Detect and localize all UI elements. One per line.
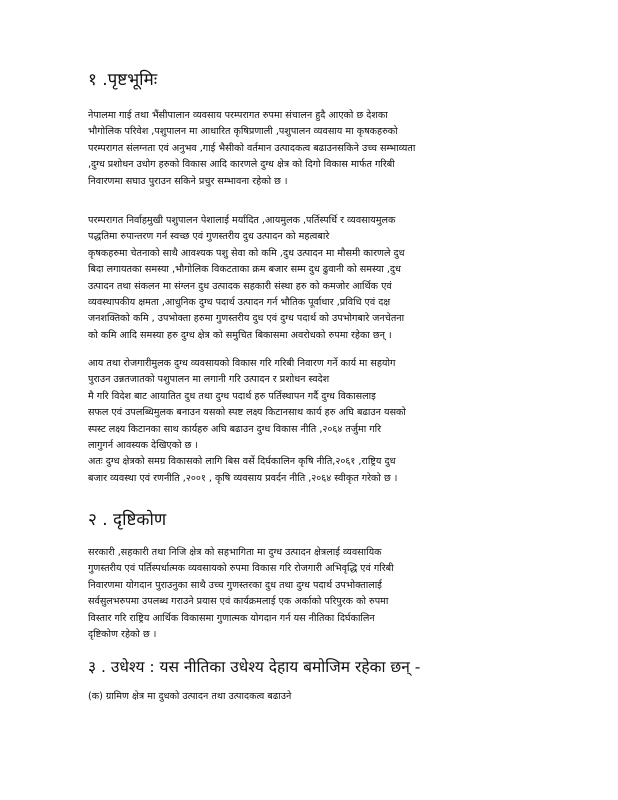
text-line: गुणस्तरीय एवं पर्तिस्पर्धात्मक व्यवसायको रुपमा विकास गरि रोजगारी अभिवृद्धि एवं गरिबी xyxy=(88,563,394,575)
background-paragraph-3 xyxy=(88,356,540,487)
background-paragraph-2 xyxy=(88,213,540,344)
background-paragraph-1 xyxy=(88,108,540,190)
text-line: विस्तार गरि राष्ट्रिय आर्थिक विकासमा गुणात्मक योगदान गर्न यस नीतिका दिर्घकालिन xyxy=(88,612,375,624)
text-line: पद्धतिमा रुपान्तरण गर्न स्वच्छ एवं गुणस्तरीय दुध उत्पादन को महत्वबारे xyxy=(88,231,330,243)
text-line: आय तथा रोजगारीमुलक दुग्ध व्यवसायको विकास गरि गरिबी निवारण गर्ने कार्य मा सहयोग xyxy=(88,358,396,369)
vision-heading: २ . दृष्टिकोण xyxy=(88,510,167,530)
text-line: उत्पादन तथा संकलन मा संग्लन दुध उत्पादक सहकारी संस्था हरु को कमजोर आर्थिक एवं xyxy=(88,280,392,292)
text-line: सर्वसुलभरुपमा उपलब्ध गराउने प्रयास एवं कार्यक्रमलाई एक अर्काको परिपुरक को रुपमा xyxy=(88,596,389,608)
objective-item-ka-text: (क) ग्रामिण क्षेत्र मा दुधको उत्पादन तथा उत्पादकत्व बढाउने xyxy=(88,691,292,702)
text-line: कृषकहरुमा चेतनाको साथै आवश्यक पशु सेवा को कमि ,दुध उत्पादन मा मौसमी कारणले दुध xyxy=(88,247,405,259)
text-line: ,दुग्ध प्रशोधन उधोग हरुको विकास आदि कारणले दुग्ध क्षेत्र को दिगो विकास मार्फत गरिबी xyxy=(88,159,395,171)
objective-item-ka xyxy=(88,689,540,705)
text-line: व्यवस्थापकीय क्षमता ,आधुनिक दुग्ध पदार्थ उत्पादन गर्न भौतिक पूर्वाधार ,प्रविधि एवं दक्ष xyxy=(88,297,391,309)
text-line: परम्परागत निर्वाहमुखी पशुपालन पेशालाई मर्यादित ,आयमुलक ,पर्तिस्पर्धि र व्यवसायमुलक xyxy=(88,215,396,226)
text-line: बिदा लगायतका समस्या ,भौगोलिक विकटताका क्रम बजार सम्म दुध ढुवानी को समस्या ,दुध xyxy=(88,264,401,276)
text-line: निवारणमा सघाउ पुराउन सकिने प्रचुर सम्भावना रहेको छ । xyxy=(88,175,288,187)
text-line: नेपालमा गाई तथा भैंसीपालान व्यवसाय परम्परागत रुपमा संचालन हुदै आएको छ देशका xyxy=(88,110,388,121)
vision-paragraph xyxy=(88,545,540,643)
text-line: अतः दुग्ध क्षेत्रको समग्र विकासको लागि बिस वर्से दिर्घकालिन कृषि नीति,२०६१ ,राष्ट्रिय दुध xyxy=(88,456,396,468)
text-line: लागुगर्न आवस्यक देखिएको छ । xyxy=(88,440,199,452)
text-line: भौगोलिक परिवेश ,पशुपालन मा आधारित कृषिप्रणाली ,पशुपालन व्यवसाय मा कृषकहरुको xyxy=(88,126,398,138)
text-line: दृष्टिकोण रहेको छ । xyxy=(88,629,157,641)
text-line: मै गरि विदेश बाट आयातित दुध तथा दुग्ध पदार्थ हरु पर्तिस्थापन गर्दै दुग्ध विकासलाइ xyxy=(88,390,376,402)
text-line: सफल एवं उपलब्धिमुलक बनाउन यसको स्पष्ट लक्ष्य किटानसाथ कार्य हरु अघि बढाउन यसको xyxy=(88,407,406,419)
text-line: स्पस्ट लक्ष्य किटानका साथ कार्यहरु अघि बढाउन दुग्ध विकास नीति ,२०६४ तर्जुमा गरि xyxy=(88,423,382,435)
text-line: बजार व्यवस्था एवं रणनीति ,२००१ , कृषि व्यवसाय प्रवर्दन नीति ,२०६४ स्वीकृत गरेको छ । xyxy=(88,472,398,484)
background-heading: १ .पृष्टभूमिः xyxy=(88,70,158,90)
text-line: सरकारी ,सहकारी तथा निजि क्षेत्र को सहभागिता मा दुग्ध उत्पादन क्षेत्रलाई व्यवसायिक xyxy=(88,547,382,558)
text-line: निवारणमा योगदान पुराउनुका साथै उच्च गुणस्तरका दुध तथा दुग्ध पदार्थ उपभोक्तालाई xyxy=(88,579,382,591)
text-line: पुराउन उन्नतजातको पशुपालन मा लगानी गरि उत्पादन र प्रशोधन स्वदेश xyxy=(88,374,330,386)
text-line: को कमि आदि समस्या हरु दुग्ध क्षेत्र को समुचित बिकासमा अवरोधको रुपमा रहेका छन् । xyxy=(88,329,392,341)
text-line: परम्परागत संलग्नता एवं अनुभव ,गाई भैसीको वर्तमान उत्पादकत्व बढाउनसकिने उच्च सम्भाव्यता xyxy=(88,142,416,154)
objective-heading: ३ . उधेश्य : यस नीतिका उधेश्य देहाय बमोजिम रहेका छन् - xyxy=(88,658,421,676)
text-line: जनशक्तिको कमि , उपभोक्ता हरुमा गुणस्तरीय दुध एवं दुग्ध पदार्थ को उपभोगबारे जनचेतना xyxy=(88,313,405,325)
